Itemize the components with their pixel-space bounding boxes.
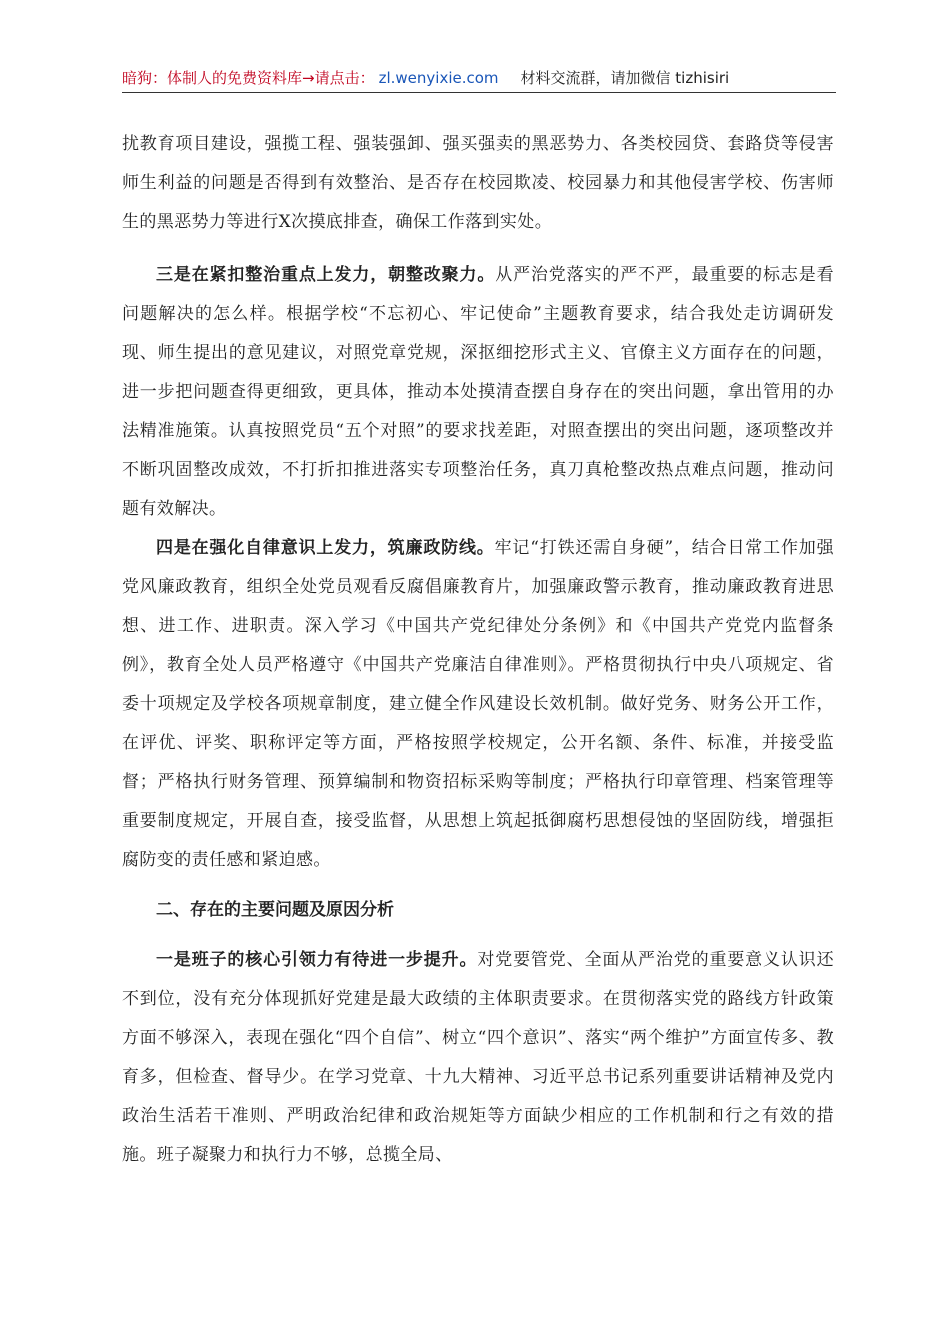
page-header <box>122 68 836 93</box>
paragraph-text: 牢记“打铁还需自身硬”，结合日常工作加强党风廉政教育，组织全处党员观看反腐倡廉教育片，加强廉政警示教育，推动廉政教育进思想、进工作、进职责。深入学习《中国共产党纪律处分条例》和《中国共产党党内监督条例》，教育全处人员严格遵守《中国共产党廉洁自律准则》。严格贯彻执行中央八项规定、省委十项规定及学校各项规章制度，建立健全作风建设长效机制。做好党务、财务公开工作，在评优、评奖、职称评定等方面，严格按照学校规定，公开名额、条件、标准，并接受监督；严格执行财务管理、预算编制和物资招标采购等制度；严格执行印章管理、档案管理等重要制度规定，开展自查，接受监督，从思想上筑起抵御腐朽思想侵蚀的坚固防线，增强拒腐防变的责任感和紧迫感。 <box>122 538 834 870</box>
header-wechat-note: 材料交流群，请加微信 tizhisiri <box>520 69 730 87</box>
header-url-link[interactable]: zl.wenyixie.com <box>378 69 499 87</box>
paragraph-problem-one <box>122 941 834 1175</box>
section-heading: 二、存在的主要问题及原因分析 <box>156 900 394 920</box>
paragraph-continuation: 扰教育项目建设，强揽工程、强装强卸、强买强卖的黑恶势力、各类校园贷、套路贷等侵害师生利益的问题是否得到有效整治、是否存在校园欺凌、校园暴力和其他侵害学校、伤害师生的黑恶势力等进行X次摸底排查，确保工作落到实处。 <box>122 134 834 232</box>
paragraph-lead: 一是班子的核心引领力有待进一步提升。 <box>156 950 478 970</box>
document-body <box>122 125 834 1175</box>
paragraph-lead: 四是在强化自律意识上发力，筑廉政防线。 <box>156 538 495 558</box>
paragraph-point-four <box>122 529 834 880</box>
header-prompt: →请点击： <box>302 69 375 87</box>
paragraph-text: 从严治党落实的严不严，最重要的标志是看问题解决的怎么样。根据学校“不忘初心、牢记使命”主题教育要求，结合我处走访调研发现、师生提出的意见建议，对照党章党规，深抠细挖形式主义、官僚主义方面存在的问题，进一步把问题查得更细致，更具体，推动本处摸清查摆自身存在的突出问题，拿出管用的办法精准施策。认真按照党员“五个对照”的要求找差距，对照查摆出的突出问题，逐项整改并不断巩固整改成效，不打折扣推进落实专项整治任务，真刀真枪整改热点难点问题，推动问题有效解决。 <box>122 265 834 519</box>
paragraph-lead: 三是在紧扣整治重点上发力，朝整改聚力。 <box>156 265 496 285</box>
paragraph-point-three <box>122 256 834 529</box>
paragraph-text: 对党要管党、全面从严治党的重要意义认识还不到位，没有充分体现抓好党建是最大政绩的主体职责要求。在贯彻落实党的路线方针政策方面不够深入，表现在强化“四个自信”、树立“四个意识”、落实“两个维护”方面宣传多、教育多，但检查、督导少。在学习党章、十九大精神、习近平总书记系列重要讲话精神及党内政治生活若干准则、严明政治纪律和政治规矩等方面缺少相应的工作机制和行之有效的措施。班子凝聚力和执行力不够，总揽全局、 <box>122 950 834 1165</box>
header-brand: 暗狗：体制人的免费资料库 <box>122 69 303 87</box>
